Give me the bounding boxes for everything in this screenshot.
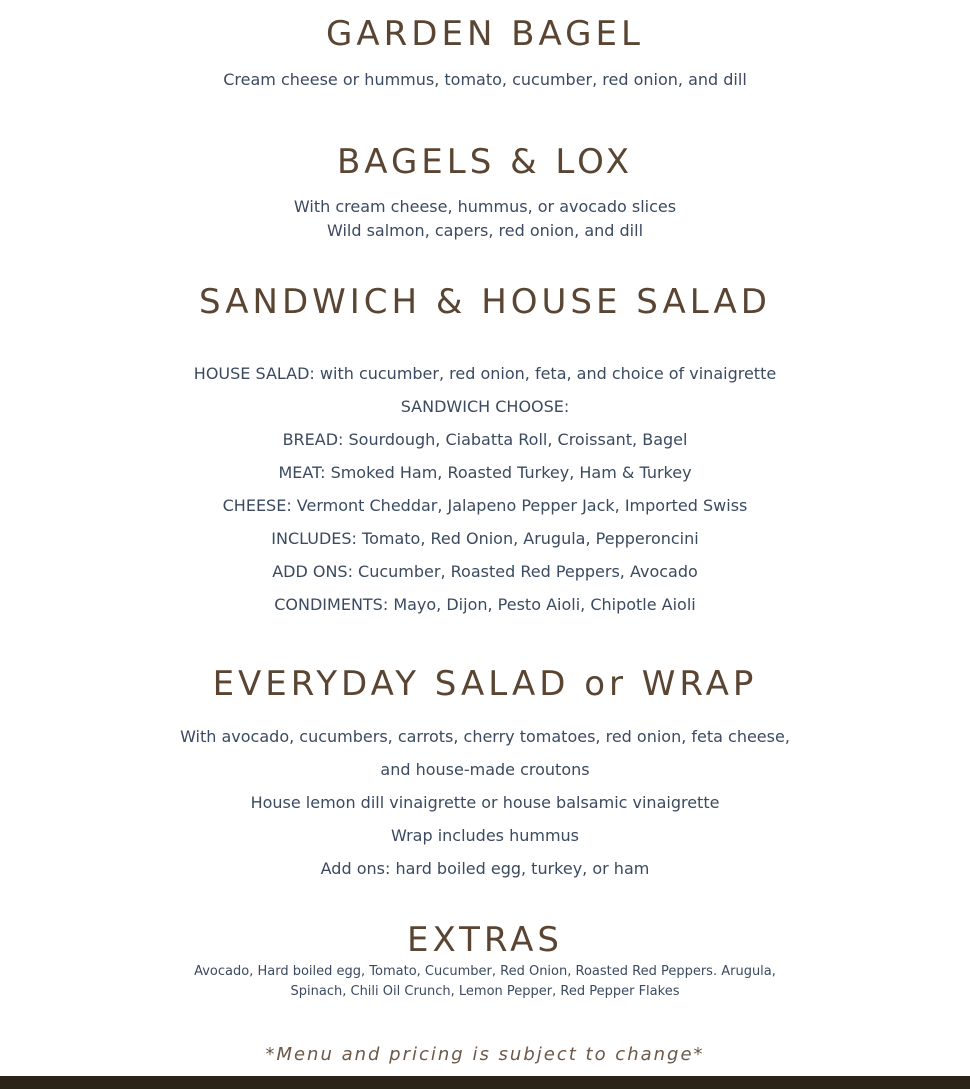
garden-bagel-description: Cream cheese or hummus, tomato, cucumber, red onion, and dill [223, 70, 747, 89]
section-title-extras: EXTRAS [406, 920, 564, 960]
condiments-line: CONDIMENTS: Mayo, Dijon, Pesto Aioli, Chipotle Aioli [274, 595, 696, 614]
section-title-everyday-salad-wrap: EVERYDAY SALAD or WRAP [212, 664, 758, 704]
bagels-lox-line-1: With cream cheese, hummus, or avocado slices [293, 197, 677, 216]
extras-line-2: Spinach, Chili Oil Crunch, Lemon Pepper, Red Pepper Flakes [290, 984, 680, 999]
bagels-lox-line-2: Wild salmon, capers, red onion, and dill [326, 221, 644, 240]
extras-line-1: Avocado, Hard boiled egg, Tomato, Cucumber, Red Onion, Roasted Red Peppers. Arugula, [194, 964, 776, 979]
bread-options-line: BREAD: Sourdough, Ciabatta Roll, Croissant, Bagel [282, 430, 688, 449]
add-ons-line: ADD ONS: Cucumber, Roasted Red Peppers, Avocado [272, 562, 698, 581]
section-title-bagels-lox: BAGELS & LOX [336, 142, 634, 182]
menu-disclaimer: *Menu and pricing is subject to change* [265, 1044, 705, 1065]
house-salad-line: HOUSE SALAD: with cucumber, red onion, feta, and choice of vinaigrette [193, 364, 777, 383]
everyday-salad-line-4: Wrap includes hummus [390, 826, 580, 845]
everyday-salad-line-5: Add ons: hard boiled egg, turkey, or ham [320, 859, 650, 878]
section-title-garden-bagel: GARDEN BAGEL [326, 14, 644, 54]
sandwich-choose-line: SANDWICH CHOOSE: [400, 397, 570, 416]
bottom-bar [0, 1076, 970, 1089]
everyday-salad-line-1: With avocado, cucumbers, carrots, cherry tomatoes, red onion, feta cheese, [180, 727, 790, 746]
meat-options-line: MEAT: Smoked Ham, Roasted Turkey, Ham & Turkey [278, 463, 692, 482]
cheese-options-line: CHEESE: Vermont Cheddar, Jalapeno Pepper Jack, Imported Swiss [222, 496, 748, 515]
everyday-salad-line-2: and house-made croutons [380, 760, 590, 779]
everyday-salad-line-3: House lemon dill vinaigrette or house balsamic vinaigrette [250, 793, 720, 812]
includes-line: INCLUDES: Tomato, Red Onion, Arugula, Pepperoncini [271, 529, 699, 548]
section-title-sandwich-house-salad: SANDWICH & HOUSE SALAD [199, 282, 771, 322]
